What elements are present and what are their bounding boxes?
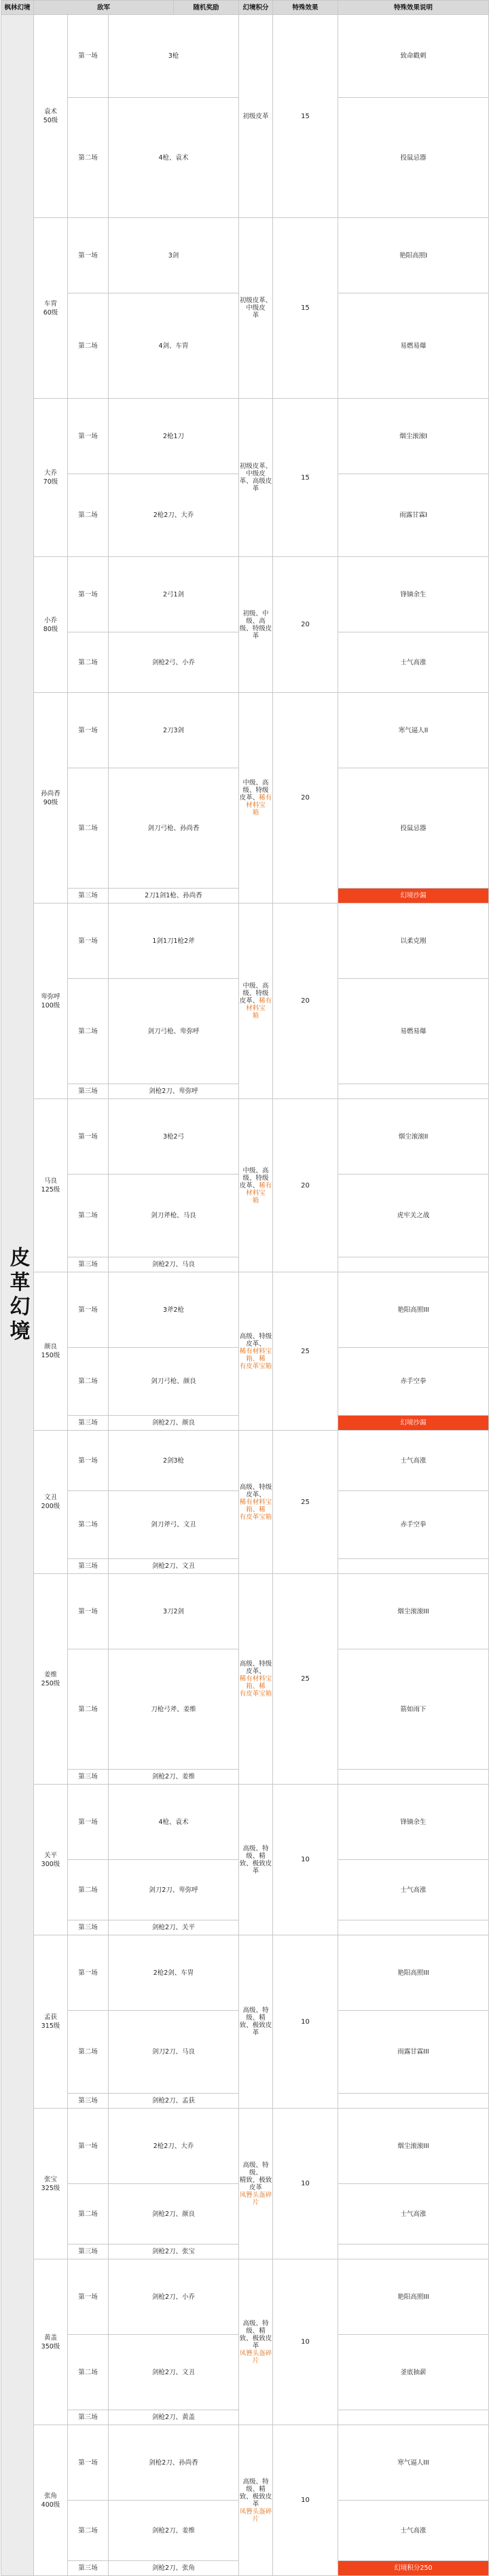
stage-cell bbox=[34, 2109, 68, 2259]
effect-name: 艳阳高照III bbox=[338, 2259, 489, 2335]
battle-round: 第一场 bbox=[68, 1431, 109, 1491]
table-row bbox=[1, 904, 489, 979]
battle-round: 第二场 bbox=[68, 2011, 109, 2094]
reward-cell bbox=[239, 1785, 273, 1935]
stage-points: 10 bbox=[273, 1935, 338, 2109]
battle-enemy: 剑枪2刀、颜良 bbox=[109, 2184, 239, 2244]
reward-cell bbox=[239, 1272, 273, 1431]
stage-level: 350级 bbox=[41, 2342, 60, 2350]
effect-name-empty bbox=[338, 1084, 489, 1099]
effect-name: 烟尘滚滚III bbox=[338, 2109, 489, 2184]
battle-enemy: 3剑 bbox=[109, 218, 239, 293]
stage-points: 20 bbox=[273, 1099, 338, 1272]
battle-enemy: 剑枪2刀、文丑 bbox=[109, 2335, 239, 2410]
stage-level: 325级 bbox=[41, 2184, 60, 2192]
reward-highlight: 幻境沙漏 bbox=[338, 889, 489, 904]
reward-line: 致、极致皮革 bbox=[239, 1859, 272, 1875]
battle-round: 第二场 bbox=[68, 98, 109, 218]
reward-line: 高级、特级、精 bbox=[242, 2477, 269, 2493]
battle-round: 第一场 bbox=[68, 1099, 109, 1175]
reward-cell bbox=[239, 2425, 273, 2576]
stage-points: 15 bbox=[273, 15, 338, 218]
effect-name: 雨露甘霖III bbox=[338, 2011, 489, 2094]
reward-cell bbox=[239, 693, 273, 904]
effect-name-empty bbox=[338, 2410, 489, 2425]
table-body bbox=[1, 15, 489, 2576]
battle-enemy: 3枪 bbox=[109, 15, 239, 98]
battle-enemy: 剑枪2刀、张角 bbox=[109, 2561, 239, 2576]
stage-name: 马良 bbox=[43, 1177, 57, 1185]
reward-line: 稀有材料宝箱、稀 bbox=[239, 1347, 272, 1363]
battle-enemy: 剑枪2刀、文丑 bbox=[109, 1559, 239, 1574]
stage-level: 250级 bbox=[41, 1679, 60, 1687]
battle-enemy: 剑枪2刀、孟获 bbox=[109, 2094, 239, 2109]
stage-cell bbox=[34, 1272, 68, 1431]
stage-name: 关平 bbox=[43, 1851, 57, 1859]
battle-enemy: 剑枪2刀、孙尚香 bbox=[109, 2425, 239, 2501]
reward-cell bbox=[239, 2259, 273, 2425]
reward-cell bbox=[239, 904, 273, 1099]
stage-cell bbox=[34, 557, 68, 693]
effect-name: 以柔克刚 bbox=[338, 904, 489, 979]
stage-points: 10 bbox=[273, 2259, 338, 2425]
battle-round: 第二场 bbox=[68, 1860, 109, 1920]
illusion-table bbox=[1, 0, 489, 2576]
stage-points: 25 bbox=[273, 1431, 338, 1574]
reward-line: 高级、特级皮革、 bbox=[239, 1660, 272, 1675]
header-reward: 随机奖励 bbox=[174, 1, 239, 15]
stage-points: 20 bbox=[273, 693, 338, 904]
battle-enemy: 4枪、袁术 bbox=[109, 1785, 239, 1860]
reward-cell bbox=[239, 399, 273, 557]
reward-cell bbox=[239, 557, 273, 693]
table-row bbox=[1, 2259, 489, 2335]
effect-name: 虎牢关之战 bbox=[338, 1175, 489, 1257]
reward-line: 有皮革宝箱 bbox=[239, 1690, 272, 1698]
battle-round: 第一场 bbox=[68, 1272, 109, 1348]
stage-cell bbox=[34, 1574, 68, 1785]
reward-line: 初级、中级、高 bbox=[242, 609, 269, 625]
stage-level: 200级 bbox=[41, 1503, 60, 1510]
effect-name: 士气高涨 bbox=[338, 2184, 489, 2244]
stage-cell bbox=[34, 1099, 68, 1272]
reward-cell bbox=[239, 218, 273, 399]
reward-line: 致、极致皮革 bbox=[239, 2334, 272, 2350]
stage-level: 90级 bbox=[43, 798, 58, 806]
reward-line: 初级皮革、中级皮 bbox=[239, 297, 272, 312]
battle-enemy: 剑枪2刀、颜良 bbox=[109, 1416, 239, 1431]
battle-enemy: 4剑、车胄 bbox=[109, 293, 239, 399]
reward-line: 箱 bbox=[252, 1196, 259, 1204]
battle-enemy: 剑刀弓枪、孙尚香 bbox=[109, 768, 239, 889]
battle-round: 第二场 bbox=[68, 474, 109, 557]
reward-line: 中级、高级、特级 bbox=[242, 1166, 269, 1182]
stage-cell bbox=[34, 2425, 68, 2576]
table-row bbox=[1, 218, 489, 293]
battle-enemy: 3斧2枪 bbox=[109, 1272, 239, 1348]
battle-round: 第三场 bbox=[68, 1257, 109, 1272]
battle-round: 第三场 bbox=[68, 1416, 109, 1431]
reward-line: 高级、特级、精 bbox=[242, 1844, 269, 1860]
reward-line: 皮革、稀有材料宝 bbox=[239, 1181, 272, 1197]
battle-round: 第三场 bbox=[68, 2244, 109, 2259]
reward-line: 有皮革宝箱 bbox=[239, 1362, 272, 1370]
reward-line: 中级、高级、特级 bbox=[242, 779, 269, 794]
effect-name: 箭如雨下 bbox=[338, 1649, 489, 1770]
battle-enemy: 1剑1刀1枪2斧 bbox=[109, 904, 239, 979]
header-points: 幻境积分 bbox=[239, 1, 273, 15]
battle-round: 第一场 bbox=[68, 399, 109, 474]
battle-enemy: 剑枪2刀、卑弥呼 bbox=[109, 1084, 239, 1099]
effect-name: 赤手空拳 bbox=[338, 1348, 489, 1416]
reward-line: 级、特级皮革 bbox=[239, 624, 272, 640]
reward-line: 致、极致皮革 bbox=[239, 2492, 272, 2508]
battle-round: 第二场 bbox=[68, 293, 109, 399]
effect-name: 投鼠忌器 bbox=[338, 768, 489, 889]
battle-round: 第二场 bbox=[68, 2184, 109, 2244]
table-row bbox=[1, 399, 489, 474]
stage-name: 张宝 bbox=[43, 2175, 57, 2183]
reward-line: 凤簪头盔碎片 bbox=[239, 2191, 272, 2206]
effect-name: 艳阳高照I bbox=[338, 218, 489, 293]
stage-name: 黄盖 bbox=[43, 2333, 57, 2342]
effect-name: 易燃易爆 bbox=[338, 979, 489, 1084]
reward-line: 初级皮革 bbox=[242, 112, 269, 120]
stage-cell bbox=[34, 218, 68, 399]
header-stage: 枫林幻境 bbox=[1, 1, 34, 15]
reward-line: 高级、特级、 bbox=[242, 2161, 269, 2177]
table-row bbox=[1, 557, 489, 632]
table-row bbox=[1, 15, 489, 98]
effect-name: 士气高涨 bbox=[338, 632, 489, 693]
stage-points: 25 bbox=[273, 1272, 338, 1431]
reward-line: 致、极致皮革 bbox=[239, 2022, 272, 2037]
battle-round: 第一场 bbox=[68, 2109, 109, 2184]
effect-name: 烟尘滚滚I bbox=[338, 399, 489, 474]
stage-name: 姜维 bbox=[43, 1670, 57, 1679]
effect-name: 雨露甘霖I bbox=[338, 474, 489, 557]
battle-enemy: 刀枪弓斧、姜维 bbox=[109, 1649, 239, 1770]
effect-name: 易燃易爆 bbox=[338, 293, 489, 399]
stage-name: 小乔 bbox=[43, 616, 57, 624]
effect-name: 赤手空拳 bbox=[338, 1491, 489, 1559]
reward-line: 有皮革宝箱 bbox=[239, 1513, 272, 1521]
battle-round: 第一场 bbox=[68, 15, 109, 98]
stage-name: 张角 bbox=[43, 2492, 57, 2500]
battle-enemy: 3刀2剑 bbox=[109, 1574, 239, 1649]
battle-enemy: 4枪、袁术 bbox=[109, 98, 239, 218]
battle-enemy: 剑枪2刀、关平 bbox=[109, 1920, 239, 1935]
stage-level: 50级 bbox=[43, 117, 58, 124]
battle-round: 第一场 bbox=[68, 1785, 109, 1860]
reward-line: 箱 bbox=[252, 809, 259, 817]
stage-points: 10 bbox=[273, 2109, 338, 2259]
table-row bbox=[1, 1935, 489, 2011]
reward-line: 初级皮革、中级皮 bbox=[239, 463, 272, 478]
battle-enemy: 2枪2刀、大乔 bbox=[109, 2109, 239, 2184]
battle-enemy: 剑枪2刀、姜维 bbox=[109, 1770, 239, 1785]
stage-level: 125级 bbox=[41, 1186, 60, 1194]
stage-cell bbox=[34, 1785, 68, 1935]
reward-line: 中级、高级、特级 bbox=[242, 982, 269, 997]
effect-name: 锋镝余生 bbox=[338, 557, 489, 632]
header-enemy: 敌军 bbox=[34, 1, 174, 15]
reward-line: 皮革、稀有材料宝 bbox=[239, 794, 272, 809]
effect-name-empty bbox=[338, 2094, 489, 2109]
effect-name: 艳阳高照III bbox=[338, 1935, 489, 2011]
battle-round: 第三场 bbox=[68, 2561, 109, 2576]
stage-points: 15 bbox=[273, 399, 338, 557]
reward-line: 高级、特级、精 bbox=[242, 2007, 269, 2022]
battle-enemy: 剑枪2刀、小乔 bbox=[109, 2259, 239, 2335]
reward-cell bbox=[239, 1099, 273, 1272]
battle-round: 第一场 bbox=[68, 693, 109, 768]
battle-enemy: 2枪2剑、车胄 bbox=[109, 1935, 239, 2011]
table-row bbox=[1, 1785, 489, 1860]
stage-name: 颜良 bbox=[43, 1343, 57, 1350]
effect-name: 寒气逼人III bbox=[338, 2425, 489, 2501]
stage-cell bbox=[34, 904, 68, 1099]
table-row bbox=[1, 1574, 489, 1649]
reward-line: 高级、特级皮革、 bbox=[239, 1483, 272, 1499]
battle-round: 第三场 bbox=[68, 1559, 109, 1574]
battle-round: 第三场 bbox=[68, 1770, 109, 1785]
reward-line: 高级、特级皮革、 bbox=[239, 1332, 272, 1348]
reward-line: 革、高级皮革 bbox=[239, 478, 272, 493]
battle-enemy: 2枪2刀、大乔 bbox=[109, 474, 239, 557]
stage-points: 15 bbox=[273, 218, 338, 399]
battle-round: 第一场 bbox=[68, 2425, 109, 2501]
reward-cell bbox=[239, 1431, 273, 1574]
effect-name: 烟尘滚滚III bbox=[338, 1574, 489, 1649]
reward-line: 革 bbox=[252, 312, 259, 319]
stage-level: 70级 bbox=[43, 478, 58, 486]
battle-enemy: 剑刀弓枪、颜良 bbox=[109, 1348, 239, 1416]
effect-name: 士气高涨 bbox=[338, 1431, 489, 1491]
effect-name: 士气高涨 bbox=[338, 2501, 489, 2561]
effect-name: 士气高涨 bbox=[338, 1860, 489, 1920]
battle-enemy: 2枪1刀 bbox=[109, 399, 239, 474]
reward-cell bbox=[239, 2109, 273, 2259]
table-row bbox=[1, 693, 489, 768]
battle-round: 第一场 bbox=[68, 1574, 109, 1649]
stage-cell bbox=[34, 1935, 68, 2109]
reward-highlight: 幻境沙漏 bbox=[338, 1416, 489, 1431]
reward-line: 凤簪头盔碎片 bbox=[239, 2349, 272, 2365]
battle-round: 第二场 bbox=[68, 632, 109, 693]
stage-level: 400级 bbox=[41, 2501, 60, 2509]
battle-enemy: 剑刀斧弓、文丑 bbox=[109, 1491, 239, 1559]
effect-name: 艳阳高照III bbox=[338, 1272, 489, 1348]
side-title: 皮革幻境 bbox=[1, 15, 34, 2576]
battle-round: 第三场 bbox=[68, 2094, 109, 2109]
table-header-row bbox=[1, 1, 489, 15]
effect-name-empty bbox=[338, 1257, 489, 1272]
effect-name: 致命戳刺 bbox=[338, 15, 489, 98]
battle-round: 第三场 bbox=[68, 889, 109, 904]
battle-round: 第二场 bbox=[68, 1491, 109, 1559]
reward-line: 皮革、稀有材料宝 bbox=[239, 997, 272, 1012]
stage-points: 25 bbox=[273, 1574, 338, 1785]
effect-name: 锋镝余生 bbox=[338, 1785, 489, 1860]
reward-line: 稀有材料宝箱、稀 bbox=[239, 1675, 272, 1690]
battle-enemy: 剑刀2刀、卑弥呼 bbox=[109, 1860, 239, 1920]
battle-enemy: 2弓1剑 bbox=[109, 557, 239, 632]
table-row bbox=[1, 1272, 489, 1348]
reward-line: 稀有材料宝箱、稀 bbox=[239, 1498, 272, 1514]
battle-enemy: 剑枪2刀、马良 bbox=[109, 1257, 239, 1272]
battle-enemy: 剑刀2刀、马良 bbox=[109, 2011, 239, 2094]
stage-name: 卑弥呼 bbox=[41, 992, 60, 1001]
battle-enemy: 剑刀弓枪、卑弥呼 bbox=[109, 979, 239, 1084]
battle-enemy: 2剑3枪 bbox=[109, 1431, 239, 1491]
reward-line: 凤簪头盔碎片 bbox=[239, 2507, 272, 2523]
battle-round: 第三场 bbox=[68, 1084, 109, 1099]
stage-points: 10 bbox=[273, 2425, 338, 2576]
battle-round: 第三场 bbox=[68, 2410, 109, 2425]
stage-level: 80级 bbox=[43, 625, 58, 633]
stage-points: 10 bbox=[273, 1785, 338, 1935]
stage-name: 大乔 bbox=[43, 469, 57, 477]
battle-enemy: 3枪2弓 bbox=[109, 1099, 239, 1175]
battle-round: 第二场 bbox=[68, 1649, 109, 1770]
battle-round: 第三场 bbox=[68, 1920, 109, 1935]
battle-round: 第一场 bbox=[68, 218, 109, 293]
reward-cell bbox=[239, 1574, 273, 1785]
stage-name: 孙尚香 bbox=[41, 789, 60, 798]
stage-cell bbox=[34, 1431, 68, 1574]
header-effect: 特殊效果 bbox=[273, 1, 338, 15]
battle-round: 第一场 bbox=[68, 1935, 109, 2011]
stage-cell bbox=[34, 2259, 68, 2425]
stage-name: 文丑 bbox=[43, 1494, 57, 1501]
battle-round: 第二场 bbox=[68, 1348, 109, 1416]
header-effect-desc: 特殊效果说明 bbox=[338, 1, 489, 15]
battle-enemy: 剑刀斧枪、马良 bbox=[109, 1175, 239, 1257]
stage-level: 100级 bbox=[41, 1001, 60, 1009]
effect-name: 烟尘滚滚II bbox=[338, 1099, 489, 1175]
table-row bbox=[1, 1099, 489, 1175]
battle-enemy: 剑枪2刀、张宝 bbox=[109, 2244, 239, 2259]
battle-round: 第二场 bbox=[68, 2335, 109, 2410]
reward-line: 高级、特级、精 bbox=[242, 2319, 269, 2335]
battle-round: 第二场 bbox=[68, 2501, 109, 2561]
stage-name: 车胄 bbox=[43, 300, 57, 308]
battle-enemy: 2刀3剑 bbox=[109, 693, 239, 768]
battle-round: 第二场 bbox=[68, 979, 109, 1084]
battle-round: 第二场 bbox=[68, 768, 109, 889]
table-row bbox=[1, 2425, 489, 2501]
stage-cell bbox=[34, 693, 68, 904]
battle-enemy: 剑枪2刀、姜维 bbox=[109, 2501, 239, 2561]
battle-round: 第一场 bbox=[68, 557, 109, 632]
effect-name-empty bbox=[338, 2244, 489, 2259]
stage-points: 20 bbox=[273, 904, 338, 1099]
effect-name: 寒气逼人II bbox=[338, 693, 489, 768]
table-row bbox=[1, 1431, 489, 1491]
stage-level: 150级 bbox=[41, 1352, 60, 1359]
effect-name-empty bbox=[338, 1920, 489, 1935]
stage-level: 315级 bbox=[41, 2022, 60, 2030]
stage-name: 袁术 bbox=[43, 108, 57, 115]
stage-level: 300级 bbox=[41, 1860, 60, 1868]
table-row bbox=[1, 2109, 489, 2184]
stage-points: 20 bbox=[273, 557, 338, 693]
reward-line: 精致、极致皮革 bbox=[239, 2176, 272, 2192]
reward-cell bbox=[239, 15, 273, 218]
reward-cell bbox=[239, 1935, 273, 2109]
stage-name: 孟获 bbox=[43, 2014, 57, 2021]
battle-enemy: 剑枪2刀、黄盖 bbox=[109, 2410, 239, 2425]
battle-round: 第二场 bbox=[68, 1175, 109, 1257]
stage-cell bbox=[34, 15, 68, 218]
reward-line: 箱 bbox=[252, 1012, 259, 1020]
battle-round: 第一场 bbox=[68, 2259, 109, 2335]
effect-name: 投鼠忌器 bbox=[338, 98, 489, 218]
battle-round: 第一场 bbox=[68, 904, 109, 979]
battle-enemy: 剑枪2弓、小乔 bbox=[109, 632, 239, 693]
effect-name-empty bbox=[338, 1770, 489, 1785]
effect-name-empty bbox=[338, 1559, 489, 1574]
stage-cell bbox=[34, 399, 68, 557]
effect-name: 釜底抽薪 bbox=[338, 2335, 489, 2410]
reward-highlight: 幻境积分250 bbox=[338, 2561, 489, 2576]
stage-level: 60级 bbox=[43, 308, 58, 317]
battle-enemy: 2刀1剑1枪、孙尚香 bbox=[109, 889, 239, 904]
